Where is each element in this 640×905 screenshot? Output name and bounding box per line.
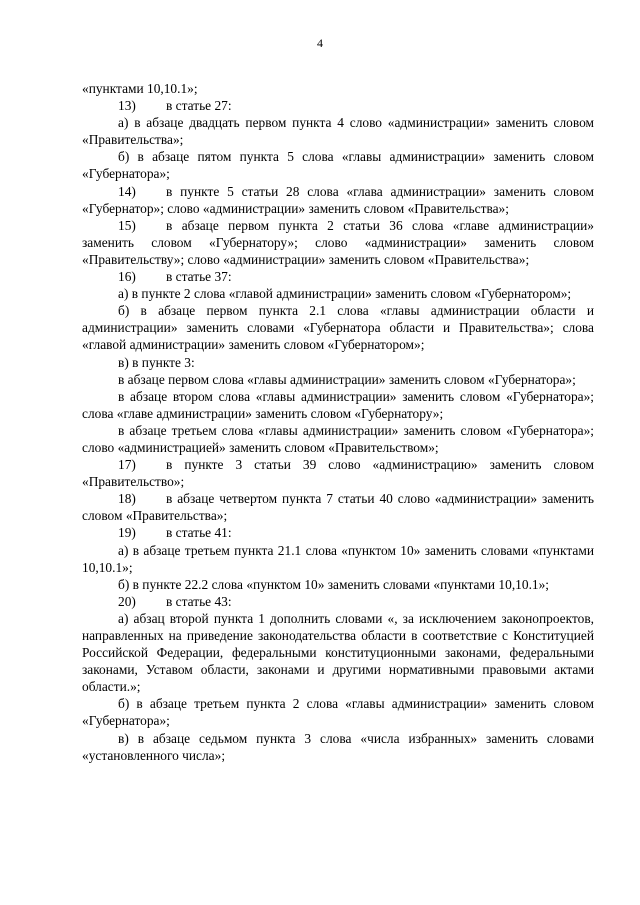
document-body <box>82 80 594 764</box>
paragraph: в) в пункте 3: <box>118 354 195 370</box>
item-number: 15) <box>118 217 136 233</box>
paragraph: в абзаце втором слова «главы администрации» заменить словом «Губернатора»; слова «главе администрации» заменить словом «Губернатору»; <box>82 388 594 421</box>
item-number: 18) <box>118 491 136 507</box>
numbered-item <box>82 268 594 285</box>
item-number: 19) <box>118 525 136 541</box>
paragraph: в абзаце третьем слова «главы администрации» заменить словом «Губернатора»; слово «администрацией» заменить словом «Правительством»; <box>82 422 594 455</box>
item-text: в абзаце четвертом пункта 7 статьи 40 слово «администрации» заменить словом «Правительства»; <box>82 491 594 524</box>
paragraph: б) в пункте 22.2 слова «пунктом 10» заменить словами «пунктами 10,10.1»; <box>118 576 550 592</box>
page-number: 4 <box>317 36 323 50</box>
item-number: 14) <box>118 183 136 199</box>
paragraph: «пунктами 10,10.1»; <box>82 81 198 96</box>
numbered-item <box>82 217 594 268</box>
paragraph: а) в абзаце третьем пункта 21.1 слова «пунктом 10» заменить словами «пунктами 10,10.1»; <box>82 542 594 575</box>
item-text: в статье 37: <box>166 269 232 285</box>
numbered-item <box>82 97 594 114</box>
paragraph: а) в пункте 2 слова «главой администрации» заменить словом «Губернатором»; <box>118 286 572 302</box>
numbered-item <box>82 490 594 524</box>
item-number: 16) <box>118 269 136 285</box>
numbered-item <box>82 456 594 490</box>
paragraph: а) в абзаце двадцать первом пункта 4 слово «администрации» заменить словом «Правительства»; <box>82 115 594 148</box>
item-number: 20) <box>118 593 136 609</box>
item-text: в статье 43: <box>166 593 232 609</box>
item-number: 17) <box>118 457 136 473</box>
paragraph: в абзаце первом слова «главы администрации» заменить словом «Губернатора»; <box>118 371 576 387</box>
numbered-item <box>82 524 594 541</box>
item-text: в статье 27: <box>166 98 232 114</box>
item-text: в статье 41: <box>166 525 232 541</box>
item-text: в пункте 3 статьи 39 слово «администрацию» заменить словом «Правительство»; <box>82 457 594 490</box>
item-text: в пункте 5 статьи 28 слова «глава администрации» заменить словом «Губернатор»; слово «администрации» заменить словом «Правительства»; <box>82 183 594 216</box>
paragraph: б) в абзаце первом пункта 2.1 слова «главы администрации области и администрации» заменить словами «Губернатора области и Правительства»; слова «главой администрации» заменить словом «Губернатором»; <box>82 303 594 353</box>
numbered-item <box>82 183 594 217</box>
numbered-item <box>82 593 594 610</box>
paragraph: в) в абзаце седьмом пункта 3 слова «числа избранных» заменить словами «установленного числа»; <box>82 730 594 763</box>
item-number: 13) <box>118 98 136 114</box>
paragraph: б) в абзаце третьем пункта 2 слова «главы администрации» заменить словом «Губернатора»; <box>82 696 594 729</box>
paragraph: б) в абзаце пятом пункта 5 слова «главы администрации» заменить словом «Губернатора»; <box>82 149 594 182</box>
paragraph: а) абзац второй пункта 1 дополнить словами «, за исключением законопроектов, направленных на приведение законодательства области в соответствие с Конституцией Российской Федерации, федеральными конституционными законами, федеральными законами, Уставом области, законами и другими нормативными правовыми актами области.»; <box>82 610 594 695</box>
item-text: в абзаце первом пункта 2 статьи 36 слова «главе администрации» заменить словом «Губернатору»; слово «администрации» заменить словом «Правительству»; слово «администрации» заменить словом «Правительства»; <box>82 217 594 267</box>
